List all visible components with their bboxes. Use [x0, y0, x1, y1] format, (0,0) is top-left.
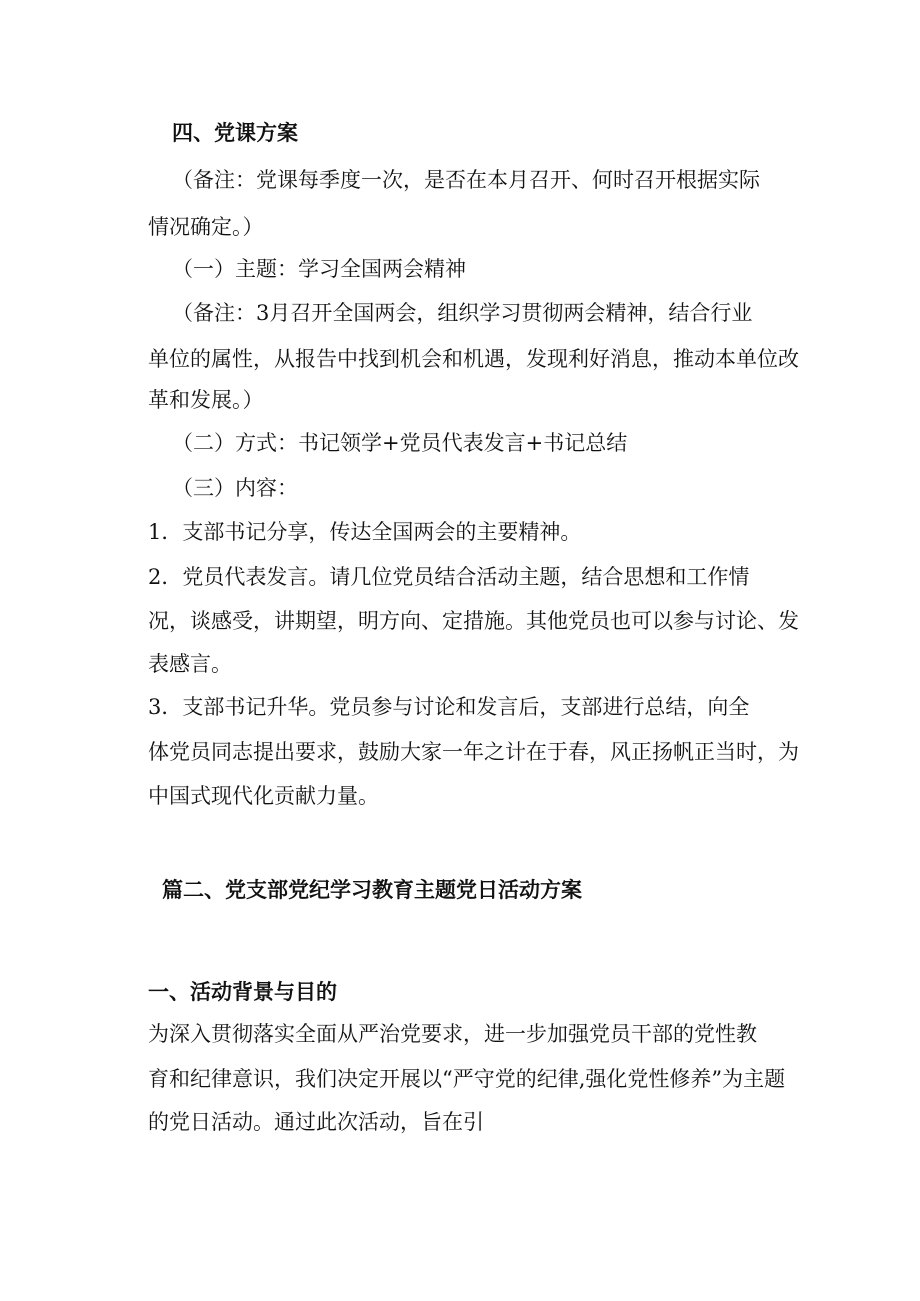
list-item-continuation: 中国式现代化贡献力量。	[148, 784, 379, 808]
list-item: 2．党员代表发言。请几位党员结合活动主题，结合思想和工作情	[148, 565, 750, 589]
list-item-continuation: 体党员同志提出要求，鼓励大家一年之计在于春，风正扬帆正当时，为	[148, 740, 799, 764]
theme-note-line: 单位的属性，从报告中找到机会和机遇，发现利好消息，推动本单位改	[148, 347, 799, 371]
content-heading: （三）内容：	[172, 476, 298, 500]
paragraph-line: 为深入贯彻落实全面从严治党要求，进一步加强党员干部的党性教	[148, 1022, 757, 1046]
list-item-continuation: 表感言。	[148, 652, 232, 676]
paragraph-line: 的党日活动。通过此次活动，旨在引	[148, 1110, 484, 1134]
section-heading-background: 一、活动背景与目的	[148, 979, 337, 1004]
theme-line: （一）主题：学习全国两会精神	[172, 257, 466, 281]
note-line: （备注：党课每季度一次，是否在本月召开、何时召开根据实际	[172, 168, 760, 192]
paragraph-line: 育和纪律意识，我们决定开展以“严守党的纪律,强化党性修养”为主题	[148, 1067, 786, 1091]
list-item-continuation: 况，谈感受，讲期望，明方向、定措施。其他党员也可以参与讨论、发	[148, 609, 799, 633]
part-title: 篇二、党支部党纪学习教育主题党日活动方案	[162, 877, 582, 902]
method-line: （二）方式：书记领学+党员代表发言+书记总结	[172, 431, 628, 455]
note-line: 情况确定。）	[148, 215, 264, 239]
section-heading-party-lecture: 四、党课方案	[172, 120, 298, 145]
theme-note-line: （备注：3月召开全国两会，组织学习贯彻两会精神，结合行业	[172, 301, 753, 325]
list-item: 1．支部书记分享，传达全国两会的主要精神。	[148, 520, 582, 544]
theme-note-line: 革和发展。）	[148, 388, 264, 412]
list-item: 3．支部书记升华。党员参与讨论和发言后，支部进行总结，向全	[148, 695, 750, 719]
